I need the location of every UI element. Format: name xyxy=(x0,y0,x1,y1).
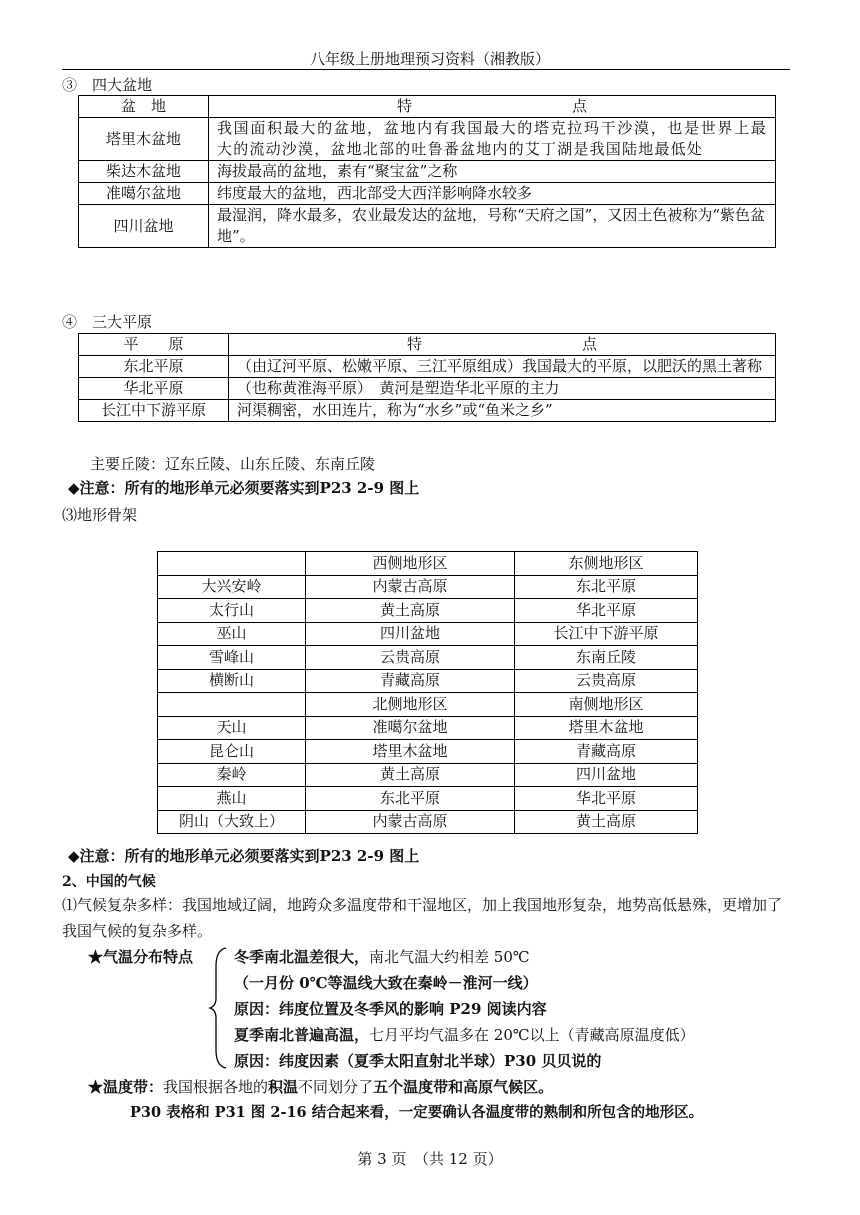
region-cell: 青藏高原 xyxy=(306,669,515,693)
region-cell: 内蒙古高原 xyxy=(306,575,515,599)
basin-text: 我国面积最大的盆地，盆地内有我国最大的塔克拉玛干沙漠，也是世界上最大的流动沙漠，盆地北部的吐鲁番盆地内的艾丁湖是我国陆地最低处 xyxy=(209,118,776,161)
table-row xyxy=(158,599,698,623)
note-2: ◆注意：所有的地形单元必须要落实到P23 2-9 图上 xyxy=(68,847,420,865)
plain-name: 长江中下游平原 xyxy=(79,400,229,422)
table-row xyxy=(79,161,776,183)
climate-heading: 2、中国的气候 xyxy=(62,874,156,890)
temp-label: ★气温分布特点 xyxy=(88,948,194,966)
table-row xyxy=(158,575,698,599)
temp-zone-line-2: P30 表格和 P31 图 2-16 结合起来看，一定要确认各温度带的熟制和所包含的地形区。 xyxy=(130,1104,704,1121)
climate-paragraph: ⑴气候复杂多样：我国地域辽阔，地跨众多温度带和干湿地区，加上我国地形复杂，地势高低悬殊，更增加了我国气候的复杂多样。 xyxy=(62,896,783,940)
mountain-cell: 秦岭 xyxy=(158,763,306,787)
temp-line-normal: 南北气温大约相差 50℃ xyxy=(369,948,530,966)
table-header-row xyxy=(79,96,776,118)
mountain-cell: 昆仑山 xyxy=(158,740,306,764)
table-row xyxy=(158,763,698,787)
region-cell: 黄土高原 xyxy=(515,810,698,834)
basin-text: 海拔最高的盆地，素有“聚宝盆”之称 xyxy=(209,161,776,183)
plain-name: 东北平原 xyxy=(79,356,229,378)
region-cell: 东北平原 xyxy=(306,787,515,811)
table-row xyxy=(79,205,776,248)
plains-table xyxy=(78,333,776,422)
table-row xyxy=(158,646,698,670)
table-row xyxy=(79,400,776,422)
table-row xyxy=(79,118,776,161)
col-header-feature-a: 特 xyxy=(396,97,412,115)
basin-name: 柴达木盆地 xyxy=(79,161,209,183)
col-header-feature xyxy=(209,96,776,118)
region-cell: 云贵高原 xyxy=(306,646,515,670)
skeleton-table xyxy=(157,551,698,834)
mountain-cell: 阴山（大致上） xyxy=(158,810,306,834)
hills-line: 主要丘陵：辽东丘陵、山东丘陵、东南丘陵 xyxy=(90,455,376,473)
basins-heading: ③ 四大盆地 xyxy=(62,76,153,94)
table-header-row xyxy=(158,693,698,717)
temp-line xyxy=(234,944,695,970)
region-cell: 黄土高原 xyxy=(306,763,515,787)
temp-line xyxy=(234,970,695,996)
table-row xyxy=(79,356,776,378)
region-cell: 四川盆地 xyxy=(306,622,515,646)
region-cell: 东侧地形区 xyxy=(515,552,698,576)
mountain-cell: 燕山 xyxy=(158,787,306,811)
region-cell: 东北平原 xyxy=(515,575,698,599)
skeleton-heading: ⑶地形骨架 xyxy=(62,506,138,524)
page-footer: 第 3 页 （共 12 页） xyxy=(357,1150,503,1168)
temp-line xyxy=(234,1048,695,1074)
temp-zone-label: ★温度带： xyxy=(88,1078,164,1096)
basin-name: 四川盆地 xyxy=(79,205,209,248)
region-cell: 西侧地形区 xyxy=(306,552,515,576)
temp-lines xyxy=(234,944,695,1074)
mountain-cell xyxy=(158,693,306,717)
temp-line-bold: 夏季南北普遍高温， xyxy=(234,1026,370,1044)
mountain-cell: 巫山 xyxy=(158,622,306,646)
table-row xyxy=(158,622,698,646)
table-row xyxy=(79,183,776,205)
plains-heading: ④ 三大平原 xyxy=(62,313,153,331)
region-cell: 塔里木盆地 xyxy=(306,740,515,764)
region-cell: 北侧地形区 xyxy=(306,693,515,717)
temp-zone-text-c: 不同划分了 xyxy=(298,1078,374,1096)
table-row xyxy=(158,810,698,834)
note-1: ◆注意：所有的地形单元必须要落实到P23 2-9 图上 xyxy=(68,479,420,497)
plain-text: （也称黄淮海平原） 黄河是塑造华北平原的主力 xyxy=(229,378,776,400)
mountain-cell: 大兴安岭 xyxy=(158,575,306,599)
table-row xyxy=(158,787,698,811)
temp-zone-text-d: 五个温度带和高原气候区。 xyxy=(373,1078,554,1096)
temp-zone-text-b: 积温 xyxy=(268,1078,299,1096)
col-header-feature-a: 特 xyxy=(406,335,422,353)
plain-name: 华北平原 xyxy=(79,378,229,400)
table-header-row xyxy=(158,552,698,576)
region-cell: 塔里木盆地 xyxy=(515,716,698,740)
temp-line-normal: 七月平均气温多在 20℃以上（青藏高原温度低） xyxy=(369,1026,695,1044)
col-header-basin: 盆 地 xyxy=(79,96,209,118)
region-cell: 云贵高原 xyxy=(515,669,698,693)
plain-text: （由辽河平原、松嫩平原、三江平原组成）我国最大的平原，以肥沃的黑土著称 xyxy=(229,356,776,378)
table-row xyxy=(158,740,698,764)
region-cell: 华北平原 xyxy=(515,787,698,811)
mountain-cell: 雪峰山 xyxy=(158,646,306,670)
col-header-plain: 平 原 xyxy=(79,334,229,356)
table-row xyxy=(79,378,776,400)
region-cell: 四川盆地 xyxy=(515,763,698,787)
region-cell: 长江中下游平原 xyxy=(515,622,698,646)
temp-zone-text-a: 我国根据各地的 xyxy=(163,1078,269,1096)
basin-name: 塔里木盆地 xyxy=(79,118,209,161)
temp-line-bold: 原因：纬度因素（夏季太阳直射北半球）P30 贝贝说的 xyxy=(234,1052,602,1070)
region-cell: 黄土高原 xyxy=(306,599,515,623)
basin-text: 最湿润，降水最多，农业最发达的盆地，号称“天府之国”，又因土色被称为“紫色盆地”。 xyxy=(209,205,776,248)
temp-line-bold: 冬季南北温差很大， xyxy=(234,948,370,966)
temp-line-bold: （一月份 0℃等温线大致在秦岭－淮河一线） xyxy=(234,974,538,992)
region-cell: 内蒙古高原 xyxy=(306,810,515,834)
col-header-feature-b: 点 xyxy=(582,335,598,353)
basins-table xyxy=(78,95,776,248)
col-header-feature-b: 点 xyxy=(572,97,588,115)
basin-text: 纬度最大的盆地，西北部受大西洋影响降水较多 xyxy=(209,183,776,205)
table-row xyxy=(158,716,698,740)
mountain-cell: 横断山 xyxy=(158,669,306,693)
plain-text: 河渠稠密，水田连片，称为“水乡”或“鱼米之乡” xyxy=(229,400,776,422)
page-header-title: 八年级上册地理预习资料（湘教版） xyxy=(309,50,550,68)
region-cell: 华北平原 xyxy=(515,599,698,623)
region-cell: 青藏高原 xyxy=(515,740,698,764)
temp-zone-line xyxy=(88,1076,553,1097)
header-rule xyxy=(62,69,790,70)
mountain-cell: 天山 xyxy=(158,716,306,740)
mountain-cell xyxy=(158,552,306,576)
temp-line xyxy=(234,996,695,1022)
table-header-row xyxy=(79,334,776,356)
region-cell: 南侧地形区 xyxy=(515,693,698,717)
brace-icon xyxy=(208,946,230,1070)
basin-name: 准噶尔盆地 xyxy=(79,183,209,205)
col-header-feature xyxy=(229,334,776,356)
region-cell: 东南丘陵 xyxy=(515,646,698,670)
temp-line xyxy=(234,1022,695,1048)
temp-line-bold: 原因：纬度位置及冬季风的影响 P29 阅读内容 xyxy=(234,1000,547,1018)
table-row xyxy=(158,669,698,693)
mountain-cell: 太行山 xyxy=(158,599,306,623)
region-cell: 准噶尔盆地 xyxy=(306,716,515,740)
